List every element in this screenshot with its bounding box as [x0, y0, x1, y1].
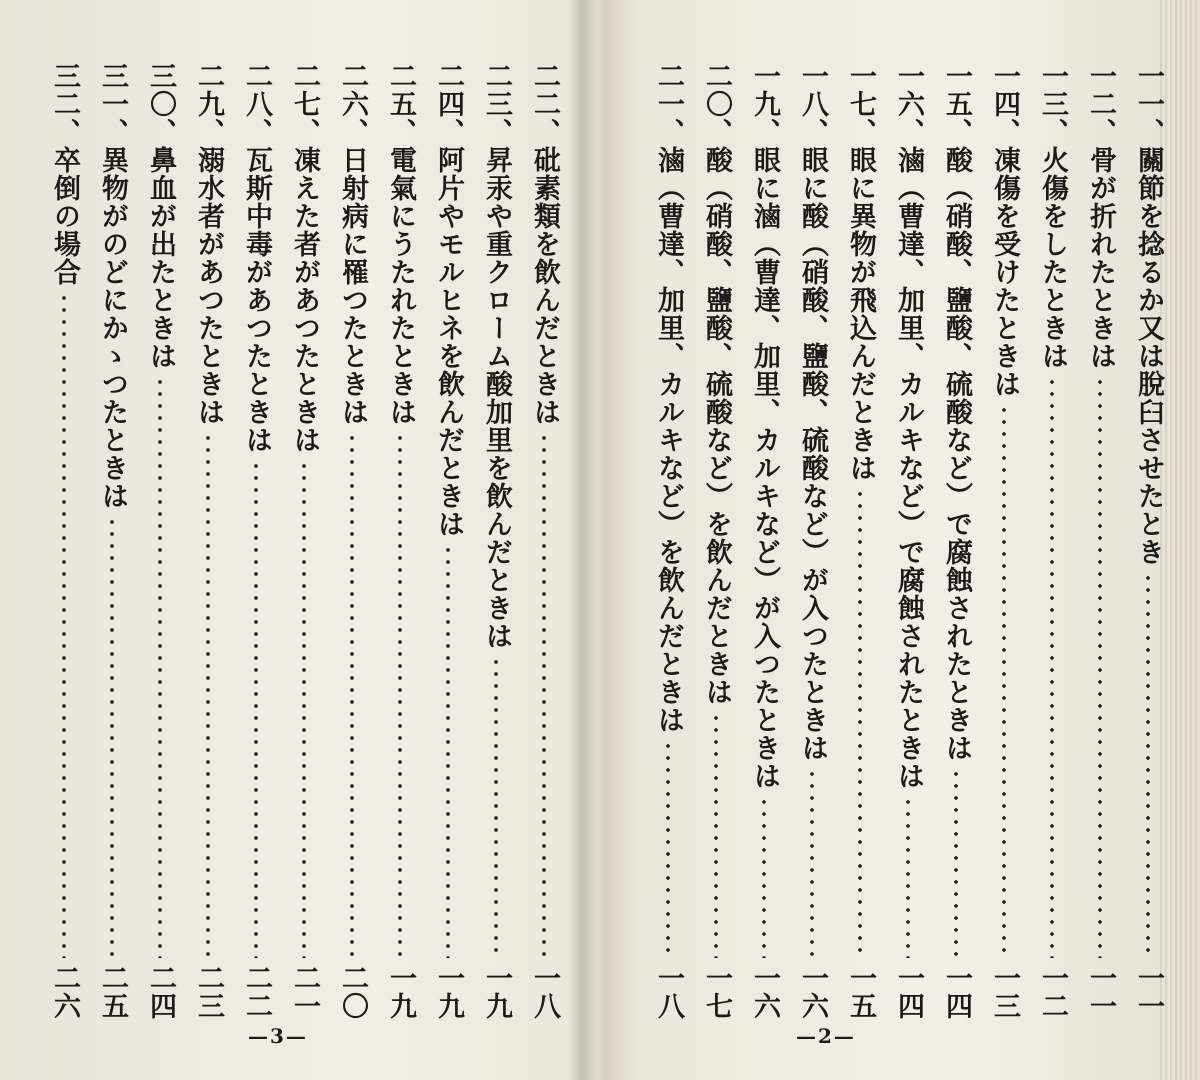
- toc-entry-page: 二二: [241, 964, 272, 1020]
- toc-entry-number: 一四、: [989, 62, 1020, 146]
- toc-entry-number: 二九、: [193, 62, 224, 146]
- dot-leader: [520, 432, 568, 958]
- toc-column-list: [40, 62, 568, 1020]
- dot-leader: [980, 404, 1028, 958]
- dot-leader: [424, 544, 472, 958]
- toc-entry: [424, 62, 472, 1020]
- toc-entry-title: 異物がのどにかゝつたときは: [97, 146, 128, 510]
- toc-entry-page: 二〇: [337, 964, 368, 1020]
- dot-leader: [376, 432, 424, 958]
- dot-leader: [136, 376, 184, 958]
- toc-entry-number: 二五、: [385, 62, 416, 146]
- toc-entry: [1028, 62, 1076, 1020]
- toc-entry: [1076, 62, 1124, 1020]
- toc-entry-title: 火傷をしたときは: [1037, 146, 1068, 370]
- dot-leader: [836, 488, 884, 958]
- toc-entry-page: 一七: [701, 964, 732, 1020]
- toc-entry-number: 二六、: [337, 62, 368, 146]
- toc-entry-title: 凍えた者があつたときは: [289, 146, 320, 454]
- toc-entry-number: 一九、: [749, 62, 780, 146]
- dot-leader: [1028, 376, 1076, 958]
- toc-entry-page: 一三: [989, 964, 1020, 1020]
- dot-leader: [932, 768, 980, 958]
- toc-entry-title: 骨が折れたときは: [1085, 146, 1116, 370]
- toc-entry: [136, 62, 184, 1020]
- toc-entry-page: 二六: [49, 964, 80, 1020]
- toc-entry-title: 鼻血が出たときは: [145, 146, 176, 370]
- toc-entry: [980, 62, 1028, 1020]
- toc-entry: [40, 62, 88, 1020]
- toc-entry: [232, 62, 280, 1020]
- toc-entry-title: 眼に異物が飛込んだときは: [845, 146, 876, 482]
- toc-entry-page: 一一: [1085, 964, 1116, 1020]
- toc-entry: [740, 62, 788, 1020]
- toc-entry-page: 二三: [193, 964, 224, 1020]
- toc-entry: [520, 62, 568, 1020]
- toc-entry-number: 一三、: [1037, 62, 1068, 146]
- toc-entry-title: 瓦斯中毒があつたときは: [241, 146, 272, 454]
- toc-entry-page: 二四: [145, 964, 176, 1020]
- toc-entry-number: 一七、: [845, 62, 876, 146]
- dot-leader: [644, 740, 692, 958]
- toc-entry-title: 溺水者があつたときは: [193, 146, 224, 426]
- toc-column-list: [644, 62, 1172, 1020]
- toc-entry-page: 一九: [433, 964, 464, 1020]
- toc-entry-page: 一一: [1133, 964, 1164, 1020]
- left-page: [0, 0, 586, 1080]
- toc-entry-number: 二〇、: [701, 62, 732, 146]
- toc-entry-number: 二七、: [289, 62, 320, 146]
- toc-entry: [884, 62, 932, 1020]
- toc-entry-title: 卒倒の場合: [49, 146, 80, 286]
- toc-entry-title: 凍傷を受けたときは: [989, 146, 1020, 398]
- toc-entry-page: 一六: [749, 964, 780, 1020]
- toc-entry: [376, 62, 424, 1020]
- toc-entry: [788, 62, 836, 1020]
- page-number: —2—: [796, 1024, 856, 1048]
- toc-entry-number: 二二、: [529, 62, 560, 146]
- toc-entry-title: 酸（硝酸、鹽酸、硫酸など）を飲んだときは: [701, 146, 732, 706]
- toc-entry-number: 一一、: [1133, 62, 1164, 146]
- toc-entry-number: 一八、: [797, 62, 828, 146]
- toc-entry-number: 三一、: [97, 62, 128, 146]
- page-number: —3—: [248, 1024, 308, 1048]
- dot-leader: [1076, 376, 1124, 958]
- toc-entry: [88, 62, 136, 1020]
- dot-leader: [232, 460, 280, 958]
- toc-entry-title: 酸（硝酸、鹽酸、硫酸など）で腐蝕されたときは: [941, 146, 972, 762]
- toc-entry-page: 一九: [385, 964, 416, 1020]
- toc-entry-title: 砒素類を飲んだときは: [529, 146, 560, 426]
- dot-leader: [788, 768, 836, 958]
- toc-entry-page: 一八: [653, 964, 684, 1020]
- dot-leader: [1124, 572, 1172, 958]
- toc-entry-number: 二八、: [241, 62, 272, 146]
- toc-entry-number: 一五、: [941, 62, 972, 146]
- toc-entry-title: 眼に酸（硝酸、鹽酸、硫酸など）が入つたときは: [797, 146, 828, 762]
- toc-entry: [328, 62, 376, 1020]
- toc-entry: [280, 62, 328, 1020]
- toc-entry-number: 二一、: [653, 62, 684, 146]
- toc-entry-number: 一二、: [1085, 62, 1116, 146]
- toc-entry-number: 一六、: [893, 62, 924, 146]
- toc-entry-title: 日射病に罹つたときは: [337, 146, 368, 426]
- dot-leader: [472, 656, 520, 958]
- toc-entry: [836, 62, 884, 1020]
- toc-entry-title: 電氣にうたれたときは: [385, 146, 416, 426]
- toc-entry: [1124, 62, 1172, 1020]
- toc-entry-page: 一六: [797, 964, 828, 1020]
- toc-entry-number: 三〇、: [145, 62, 176, 146]
- toc-entry-title: 關節を捻るか又は脫臼させたとき: [1133, 146, 1164, 566]
- dot-leader: [328, 432, 376, 958]
- dot-leader: [692, 712, 740, 958]
- dot-leader: [184, 432, 232, 958]
- toc-entry-page: 二一: [289, 964, 320, 1020]
- toc-entry-page: 一八: [529, 964, 560, 1020]
- toc-entry: [472, 62, 520, 1020]
- toc-entry-number: 三二、: [49, 62, 80, 146]
- toc-entry-page: 一四: [941, 964, 972, 1020]
- right-page: [586, 0, 1200, 1080]
- toc-entry-number: 二四、: [433, 62, 464, 146]
- dot-leader: [88, 516, 136, 958]
- dot-leader: [884, 796, 932, 958]
- toc-entry-page: 一四: [893, 964, 924, 1020]
- dot-leader: [40, 292, 88, 958]
- toc-entry-page: 二五: [97, 964, 128, 1020]
- toc-entry: [184, 62, 232, 1020]
- dot-leader: [280, 460, 328, 958]
- toc-entry: [644, 62, 692, 1020]
- toc-entry-page: 一五: [845, 964, 876, 1020]
- toc-entry-number: 二三、: [481, 62, 512, 146]
- dot-leader: [740, 796, 788, 958]
- toc-entry-title: 眼に滷（曹達、加里、カルキなど）が入つたときは: [749, 146, 780, 790]
- toc-entry: [932, 62, 980, 1020]
- toc-entry-title: 滷（曹達、加里、カルキなど）を飲んだときは: [653, 146, 684, 734]
- toc-entry-title: 阿片やモルヒネを飲んだときは: [433, 146, 464, 538]
- toc-entry-title: 昇汞や重クローム酸加里を飲んだときは: [481, 146, 512, 650]
- toc-entry: [692, 62, 740, 1020]
- toc-entry-page: 一九: [481, 964, 512, 1020]
- toc-entry-title: 滷（曹達、加里、カルキなど）で腐蝕されたときは: [893, 146, 924, 790]
- toc-entry-page: 一二: [1037, 964, 1068, 1020]
